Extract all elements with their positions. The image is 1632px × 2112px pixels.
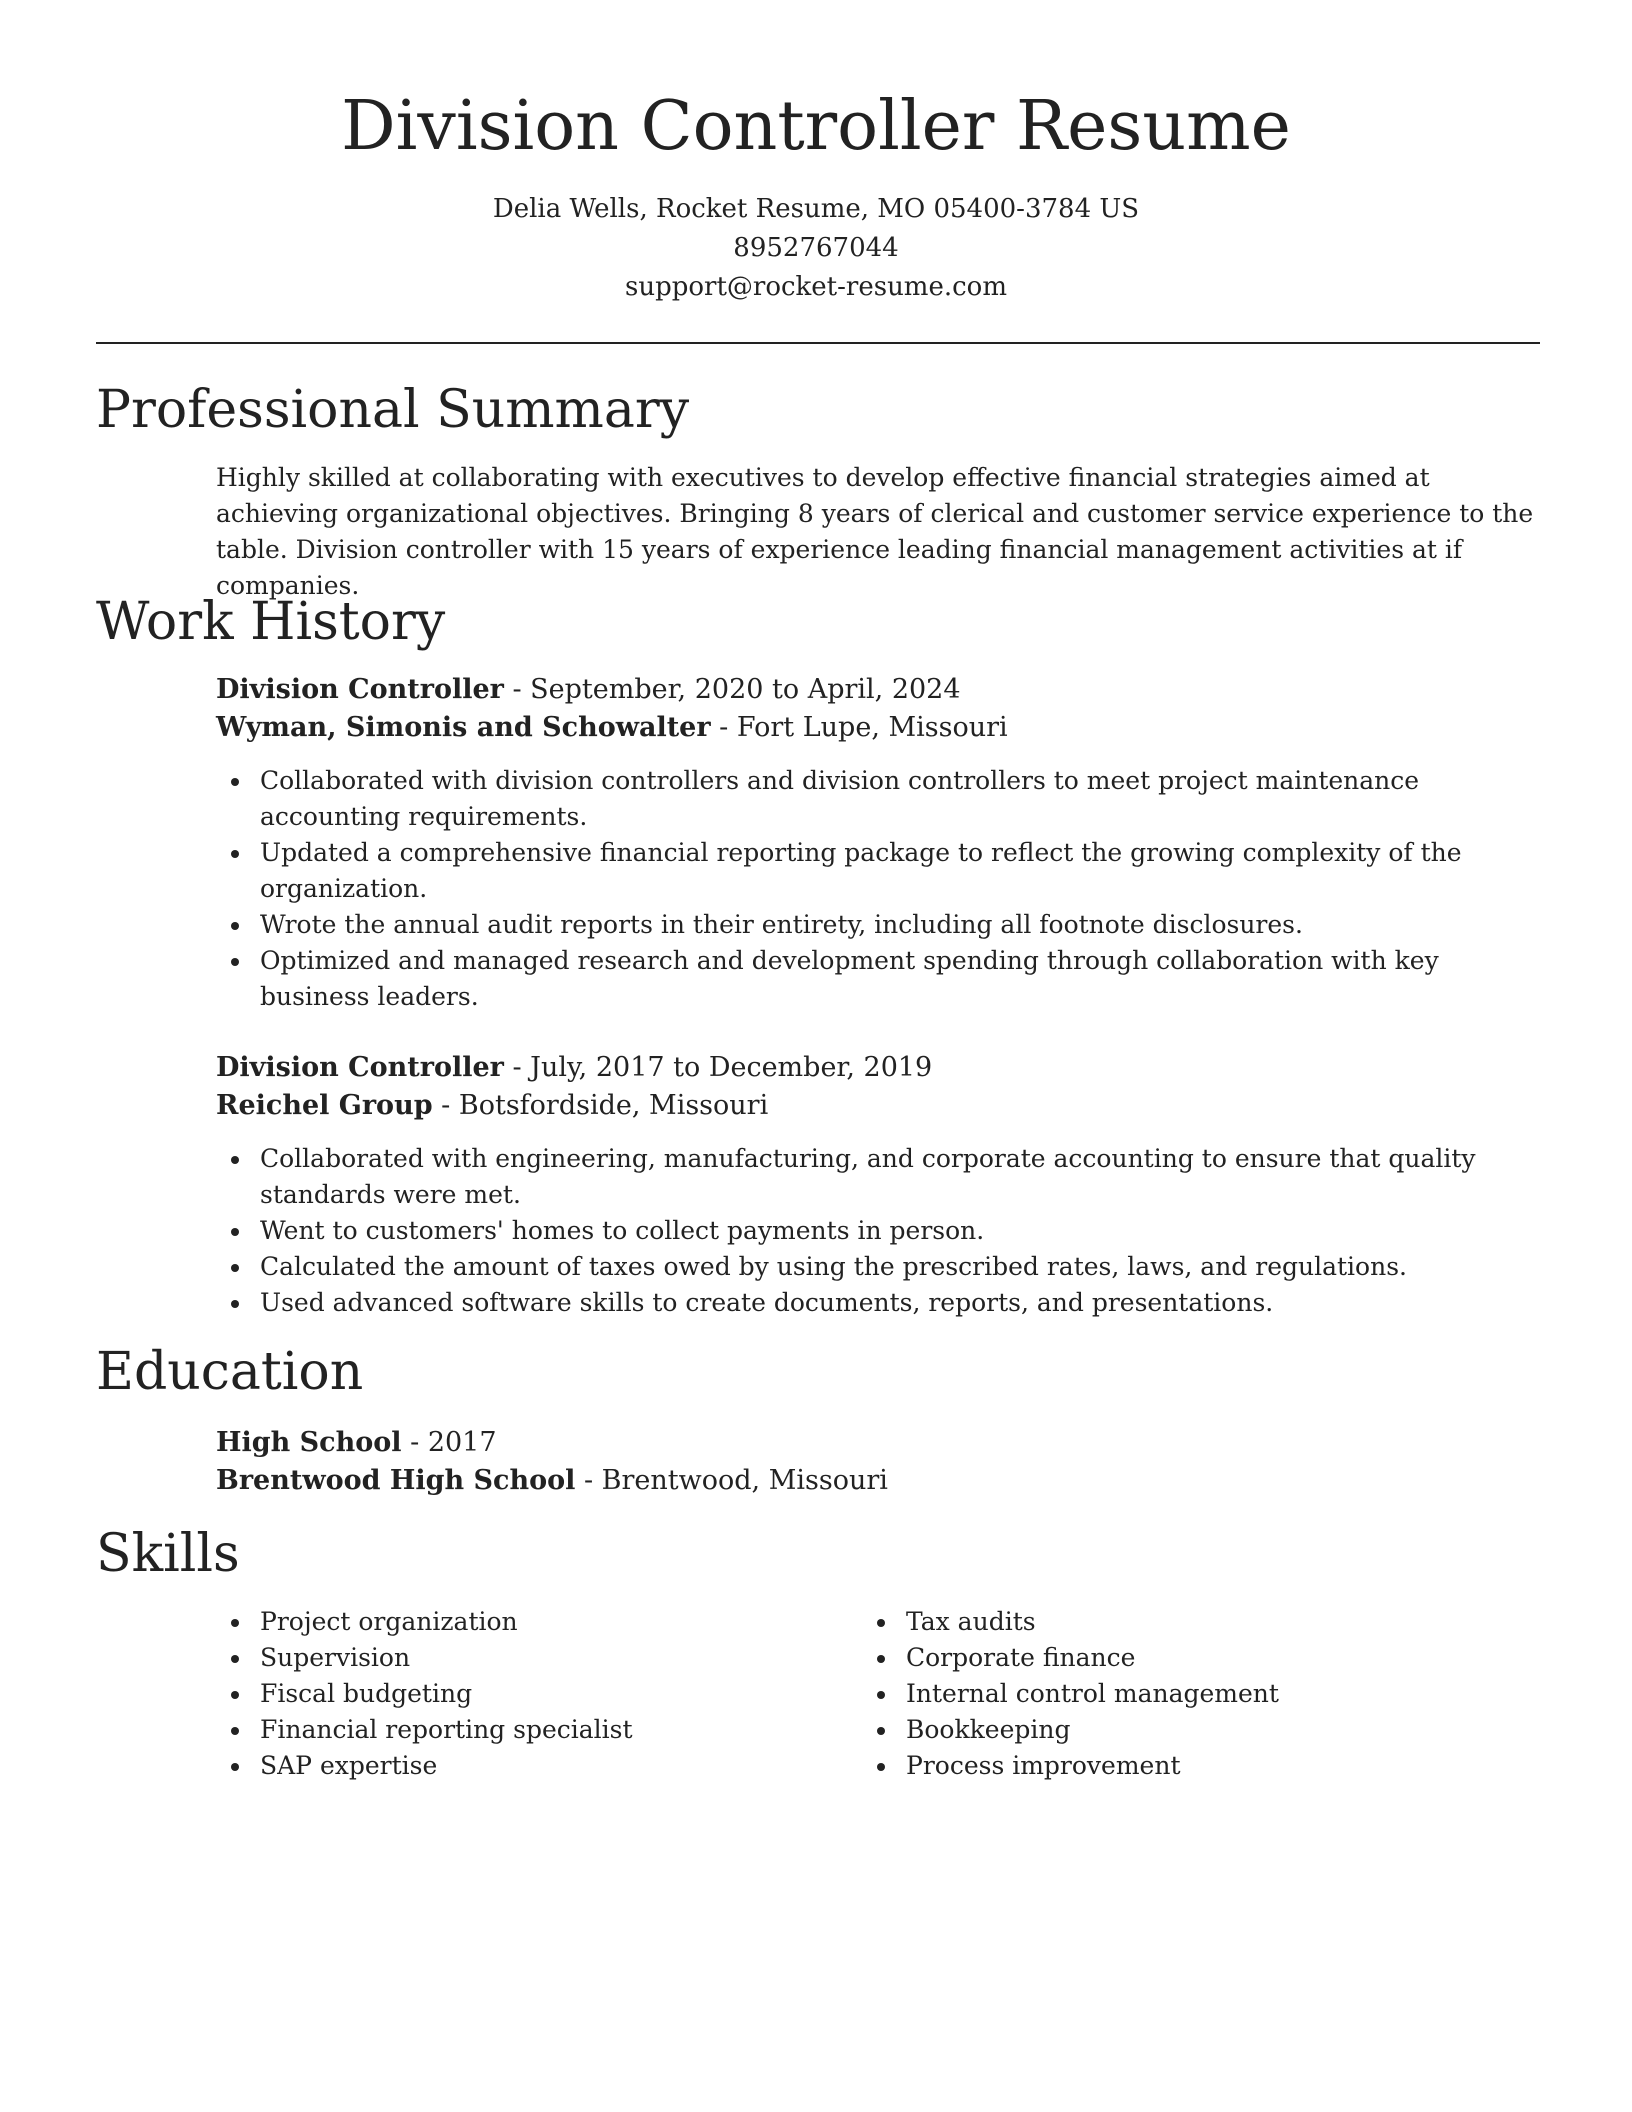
bullet-icon (231, 850, 239, 858)
skill-item: Financial reporting specialist (216, 1712, 856, 1748)
degree-line (216, 1424, 1536, 1462)
job-company-line (216, 1087, 1536, 1125)
job-title: Division Controller (216, 674, 504, 705)
skills-column-right (862, 1604, 1502, 1784)
skills-list (216, 1604, 856, 1784)
resume-title: Division Controller Resume (341, 87, 1291, 166)
job-company: Wyman, Simonis and Schowalter (216, 712, 711, 743)
bullet-icon (231, 1300, 239, 1308)
skills-block (216, 1604, 1536, 1804)
work-history-heading: Work History (96, 592, 446, 652)
bullet-icon (231, 1156, 239, 1164)
skill-item: Corporate finance (862, 1640, 1502, 1676)
list-item: Collaborated with division controllers and division controllers to meet project maintenance accounting requirements. (216, 763, 1536, 835)
skill-item: Project organization (216, 1604, 856, 1640)
contact-address: Delia Wells, Rocket Resume, MO 05400-3784 US (492, 194, 1140, 224)
skill-item: Tax audits (862, 1604, 1502, 1640)
bullet-icon (877, 1619, 885, 1627)
job-location: - Botsfordside, Missouri (432, 1090, 769, 1121)
education-entry (216, 1424, 1536, 1500)
bullet-icon (231, 1228, 239, 1236)
job-dates: - July, 2017 to December, 2019 (503, 1052, 933, 1083)
school-location: - Brentwood, Missouri (575, 1465, 888, 1496)
bullet-icon (231, 1619, 239, 1627)
school-line (216, 1462, 1536, 1500)
degree: High School (216, 1427, 402, 1458)
skill-item: Fiscal budgeting (216, 1676, 856, 1712)
skill-item: SAP expertise (216, 1748, 856, 1784)
list-item: Went to customers' homes to collect payments in person. (216, 1213, 1536, 1249)
skills-heading: Skills (96, 1524, 240, 1584)
list-item: Collaborated with engineering, manufacturing, and corporate accounting to ensure that quality standards were met. (216, 1141, 1536, 1213)
bullet-icon (877, 1691, 885, 1699)
bullet-icon (231, 958, 239, 966)
bullet-icon (231, 1655, 239, 1663)
bullet-icon (231, 1763, 239, 1771)
bullet-icon (877, 1727, 885, 1735)
skill-item: Process improvement (862, 1748, 1502, 1784)
job-bullets (216, 763, 1536, 1015)
bullet-icon (231, 778, 239, 786)
bullet-icon (877, 1763, 885, 1771)
bullet-icon (231, 1264, 239, 1272)
contact-email: support@rocket-resume.com (624, 272, 1007, 302)
bullet-icon (231, 1727, 239, 1735)
skill-item: Internal control management (862, 1676, 1502, 1712)
job-bullets (216, 1141, 1536, 1321)
summary-heading: Professional Summary (96, 380, 690, 440)
graduation-year: - 2017 (401, 1427, 497, 1458)
skill-item: Supervision (216, 1640, 856, 1676)
skill-item: Bookkeeping (862, 1712, 1502, 1748)
job-title-line (216, 1049, 1536, 1087)
contact-info (0, 190, 1632, 307)
job-location: - Fort Lupe, Missouri (710, 712, 1008, 743)
list-item: Used advanced software skills to create documents, reports, and presentations. (216, 1285, 1536, 1321)
header-divider (96, 342, 1540, 344)
list-item: Calculated the amount of taxes owed by using the prescribed rates, laws, and regulations. (216, 1249, 1536, 1285)
job-dates: - September, 2020 to April, 2024 (503, 674, 961, 705)
bullet-icon (231, 1691, 239, 1699)
list-item: Wrote the annual audit reports in their entirety, including all footnote disclosures. (216, 907, 1536, 943)
job-entry (216, 1049, 1536, 1321)
job-title-line (216, 671, 1536, 709)
skills-list (862, 1604, 1502, 1784)
summary-block (216, 460, 1536, 604)
list-item: Updated a comprehensive financial reporting package to reflect the growing complexity of the organization. (216, 835, 1536, 907)
job-company-line (216, 709, 1536, 747)
job-title: Division Controller (216, 1052, 504, 1083)
bullet-icon (877, 1655, 885, 1663)
job-company: Reichel Group (216, 1090, 433, 1121)
list-item: Optimized and managed research and development spending through collaboration with key business leaders. (216, 943, 1536, 1015)
school-name: Brentwood High School (216, 1465, 576, 1496)
job-entry (216, 671, 1536, 1015)
summary-text: Highly skilled at collaborating with executives to develop effective financial strategies aimed at achieving organizational objectives. Bringing 8 years of clerical and customer service experience to the table. Division controller with 15 years of experience leading financial management activities at if companies. (216, 463, 1534, 600)
bullet-icon (231, 922, 239, 930)
education-heading: Education (96, 1342, 364, 1402)
skills-column-left (216, 1604, 856, 1784)
contact-phone: 8952767044 (733, 233, 899, 263)
